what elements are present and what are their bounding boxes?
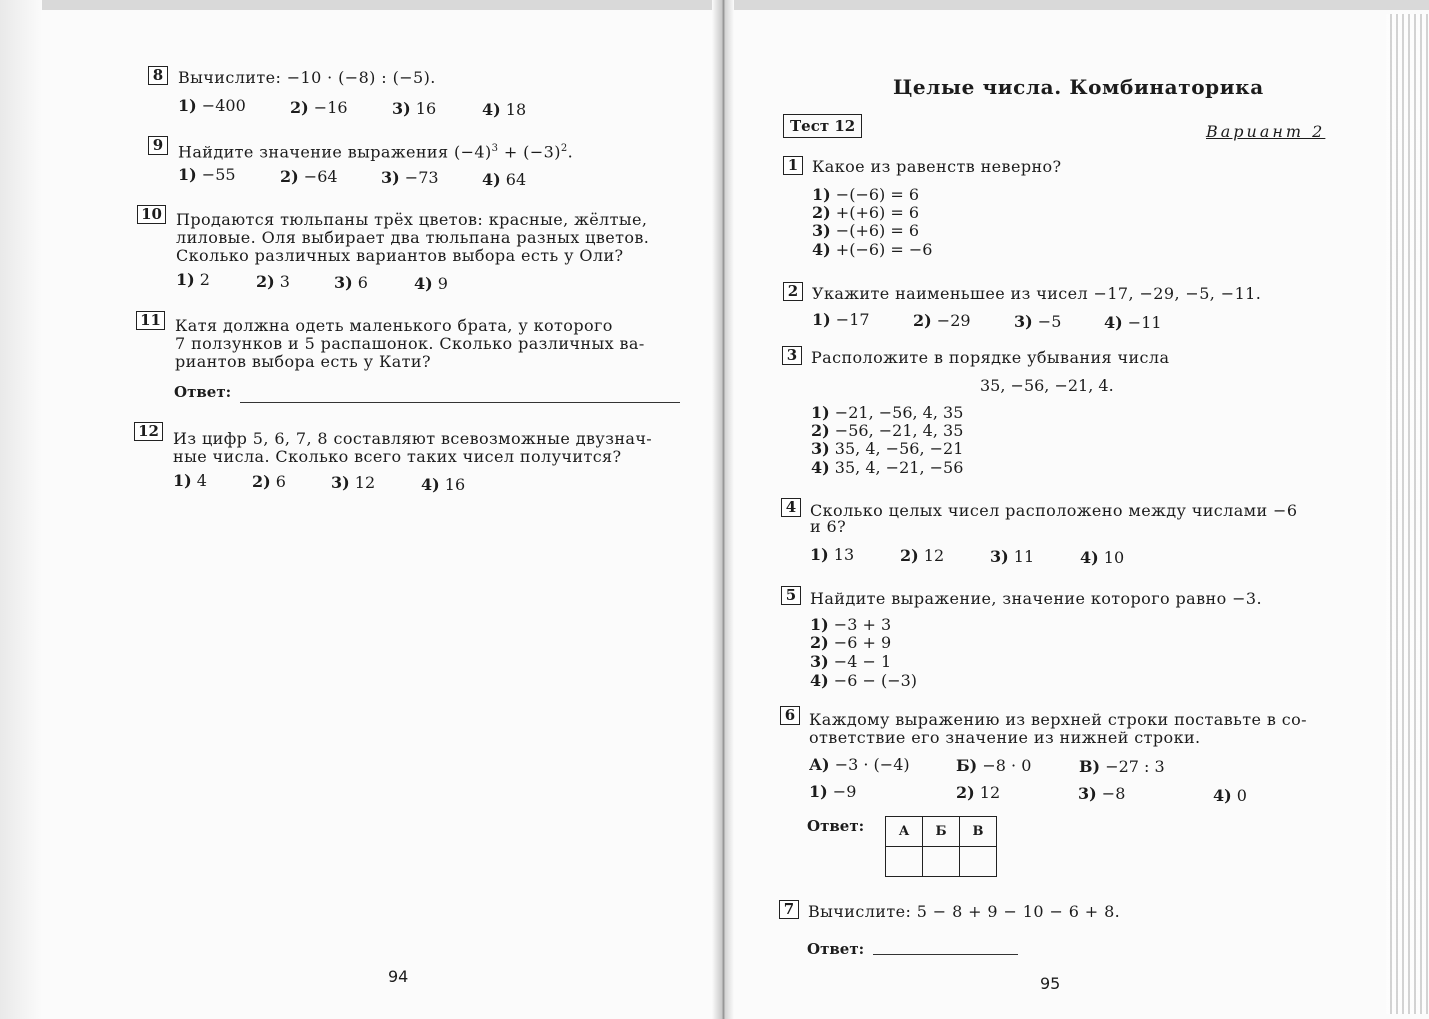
- option-number: 2): [256, 272, 275, 291]
- answer-option: [178, 165, 236, 184]
- match-item: [809, 755, 910, 774]
- answer-option: [290, 98, 348, 117]
- option-value: −(−6) = 6: [835, 185, 920, 204]
- option-value: 11: [1013, 547, 1035, 566]
- match-expression: −3 · (−4): [834, 755, 910, 774]
- option-value: −4 − 1: [833, 652, 892, 671]
- option-value: 64: [505, 170, 527, 189]
- answer-option: [956, 783, 1000, 802]
- question-text: Вычислите: −10 · (−8) : (−5).: [178, 68, 436, 87]
- question-number: 12: [134, 422, 163, 441]
- option-value: −6 − (−3): [833, 671, 918, 690]
- match-letter: А): [809, 755, 830, 774]
- option-number: 3): [811, 439, 830, 458]
- question-text: ответствие его значение из нижней строки.: [809, 728, 1201, 747]
- option-value: −5: [1037, 312, 1062, 331]
- question-text: ные числа. Сколько всего таких чисел получится?: [173, 447, 622, 466]
- option-value: −17: [835, 310, 870, 329]
- option-value: 35, 4, −56, −21: [834, 439, 964, 458]
- answer-option: [1104, 313, 1162, 332]
- option-number: 4): [414, 274, 433, 293]
- option-value: 18: [505, 100, 527, 119]
- answer-option: [252, 472, 286, 491]
- option-number: 3): [381, 168, 400, 187]
- question-text-part: .: [567, 142, 574, 162]
- answer-option: [811, 403, 963, 422]
- option-number: 2): [280, 167, 299, 186]
- page-number: 95: [1040, 974, 1061, 993]
- option-value: 12: [354, 473, 376, 492]
- answer-option: [482, 100, 526, 119]
- answer-table-cell[interactable]: [886, 847, 923, 877]
- option-number: 1): [809, 782, 828, 801]
- option-number: 2): [913, 311, 932, 330]
- option-value: 2: [199, 270, 210, 289]
- answer-label: Ответ:: [807, 940, 865, 958]
- question-text: Сколько целых чисел расположено между числами −6: [810, 501, 1298, 520]
- answer-option: [421, 475, 465, 494]
- answer-option: [381, 168, 439, 187]
- option-number: 1): [810, 615, 829, 634]
- answer-option: [173, 471, 207, 490]
- question-number: 3: [782, 346, 802, 365]
- option-value: 16: [415, 99, 437, 118]
- option-value: 13: [833, 545, 855, 564]
- option-value: 16: [444, 475, 466, 494]
- option-value: 10: [1103, 548, 1125, 567]
- answer-option: [809, 782, 856, 801]
- option-value: 35, 4, −21, −56: [834, 458, 964, 477]
- match-expression: −27 : 3: [1105, 757, 1165, 776]
- option-value: −400: [201, 96, 246, 115]
- page-number: 94: [388, 967, 409, 986]
- option-number: 1): [173, 471, 192, 490]
- answer-option: [913, 311, 971, 330]
- option-value: −3 + 3: [833, 615, 892, 634]
- option-value: 6: [357, 273, 368, 292]
- answer-option: [810, 633, 891, 652]
- answer-option: [812, 221, 919, 240]
- question-number: 1: [783, 156, 803, 175]
- option-value: −6 + 9: [833, 633, 892, 652]
- answer-table-cell[interactable]: [923, 847, 960, 877]
- option-number: 3): [334, 273, 353, 292]
- question-number: 9: [148, 136, 168, 155]
- option-value: −11: [1127, 313, 1162, 332]
- answer-option: [280, 167, 338, 186]
- answer-option: [990, 547, 1034, 566]
- exponent: 2: [560, 143, 568, 154]
- scan-left-edge: [0, 0, 42, 1019]
- option-number: 1): [178, 96, 197, 115]
- page-edges: [1386, 14, 1429, 1014]
- option-number: 4): [1080, 548, 1099, 567]
- option-number: 4): [810, 671, 829, 690]
- option-value: 4: [196, 471, 207, 490]
- match-item: [1079, 757, 1165, 776]
- option-number: 4): [812, 240, 831, 259]
- book-gutter: [712, 0, 734, 1019]
- option-number: 4): [1104, 313, 1123, 332]
- option-number: 2): [956, 783, 975, 802]
- option-value: +(+6) = 6: [835, 203, 920, 222]
- answer-option: [176, 270, 210, 289]
- answer-option: [810, 615, 891, 634]
- match-item: [956, 756, 1031, 775]
- option-number: 1): [812, 310, 831, 329]
- option-value: 3: [279, 272, 290, 291]
- answer-table-header: А: [886, 817, 923, 847]
- answer-option: [812, 310, 870, 329]
- answer-option: [256, 272, 290, 291]
- answer-option: [1078, 784, 1125, 803]
- option-number: 3): [990, 547, 1009, 566]
- answer-option: [810, 545, 854, 564]
- answer-table: [885, 816, 997, 877]
- answer-table-header: Б: [923, 817, 960, 847]
- answer-option: [810, 671, 917, 690]
- answer-label: Ответ:: [807, 817, 865, 835]
- option-value: +(−6) = −6: [835, 240, 933, 259]
- answer-line[interactable]: [240, 402, 680, 403]
- number-sequence: 35, −56, −21, 4.: [980, 376, 1114, 395]
- option-number: 2): [252, 472, 271, 491]
- option-value: 12: [979, 783, 1001, 802]
- option-value: −64: [303, 167, 338, 186]
- question-number: 5: [781, 586, 801, 605]
- question-text: Вычислите: 5 − 8 + 9 − 10 − 6 + 8.: [808, 902, 1121, 921]
- test-label: Тест 12: [783, 114, 862, 138]
- answer-option: [811, 439, 963, 458]
- answer-option: [812, 203, 919, 222]
- option-value: 12: [923, 546, 945, 565]
- answer-option: [812, 185, 919, 204]
- question-text: лиловые. Оля выбирает два тюльпана разных цветов.: [176, 228, 650, 247]
- option-value: −9: [832, 782, 857, 801]
- option-value: −16: [313, 98, 348, 117]
- question-number: 4: [781, 498, 801, 517]
- question-text: Из цифр 5, 6, 7, 8 составляют всевозможные двузнач-: [173, 429, 653, 448]
- option-value: 9: [437, 274, 448, 293]
- question-text: Продаются тюльпаны трёх цветов: красные, жёлтые,: [176, 210, 648, 229]
- question-text: 7 ползунков и 5 распашонок. Сколько различных ва-: [175, 334, 645, 353]
- question-number: 11: [136, 311, 165, 330]
- option-number: 4): [421, 475, 440, 494]
- option-number: 1): [178, 165, 197, 184]
- question-text: риантов выбора есть у Кати?: [175, 352, 431, 371]
- option-number: 3): [810, 652, 829, 671]
- answer-option: [178, 96, 246, 115]
- answer-option: [811, 421, 963, 440]
- option-value: −55: [201, 165, 236, 184]
- option-number: 3): [1078, 784, 1097, 803]
- option-number: 1): [812, 185, 831, 204]
- answer-option: [482, 170, 526, 189]
- answer-option: [812, 240, 932, 259]
- answer-option: [1014, 312, 1061, 331]
- option-value: −8: [1101, 784, 1126, 803]
- answer-option: [392, 99, 436, 118]
- option-number: 1): [176, 270, 195, 289]
- question-text-part: Найдите значение выражения (−4): [178, 142, 492, 162]
- option-number: 2): [810, 633, 829, 652]
- option-number: 2): [900, 546, 919, 565]
- answer-table-header: В: [960, 817, 997, 847]
- question-text: Расположите в порядке убывания числа: [811, 348, 1170, 367]
- option-number: 3): [331, 473, 350, 492]
- match-letter: В): [1079, 757, 1101, 776]
- question-text: Катя должна одеть маленького брата, у которого: [175, 316, 613, 335]
- question-text: Найдите выражение, значение которого равно −3.: [810, 589, 1262, 608]
- answer-label: Ответ:: [174, 383, 232, 401]
- option-number: 2): [812, 203, 831, 222]
- answer-option: [900, 546, 944, 565]
- answer-option: [414, 274, 448, 293]
- question-text: Сколько различных вариантов выбора есть у Оли?: [176, 246, 624, 265]
- question-number: 7: [779, 900, 799, 919]
- option-number: 4): [811, 458, 830, 477]
- question-text: [178, 140, 573, 161]
- answer-option: [334, 273, 368, 292]
- option-value: −29: [936, 311, 971, 330]
- option-number: 3): [1014, 312, 1033, 331]
- option-value: −56, −21, 4, 35: [834, 421, 964, 440]
- question-number: 10: [137, 205, 166, 224]
- option-value: −(+6) = 6: [835, 221, 920, 240]
- question-text-part: + (−3): [498, 142, 561, 162]
- answer-line[interactable]: [873, 954, 1018, 955]
- option-value: −73: [404, 168, 439, 187]
- option-number: 4): [1213, 786, 1232, 805]
- match-letter: Б): [956, 756, 978, 775]
- option-number: 2): [290, 98, 309, 117]
- option-number: 3): [812, 221, 831, 240]
- option-value: −21, −56, 4, 35: [834, 403, 964, 422]
- answer-option: [1080, 548, 1124, 567]
- question-number: 8: [148, 66, 168, 85]
- exponent: 3: [491, 143, 499, 154]
- option-number: 4): [482, 100, 501, 119]
- option-value: 0: [1236, 786, 1247, 805]
- question-text: Укажите наименьшее из чисел −17, −29, −5, −11.: [812, 284, 1262, 303]
- answer-option: [1213, 786, 1247, 805]
- answer-option: [331, 473, 375, 492]
- question-number: 6: [780, 706, 800, 725]
- question-text: Какое из равенств неверно?: [812, 157, 1062, 176]
- match-expression: −8 · 0: [982, 756, 1032, 775]
- answer-option: [811, 458, 963, 477]
- option-number: 3): [392, 99, 411, 118]
- question-text: и 6?: [810, 517, 847, 536]
- option-number: 2): [811, 421, 830, 440]
- option-number: 1): [811, 403, 830, 422]
- option-number: 1): [810, 545, 829, 564]
- answer-option: [810, 652, 891, 671]
- question-text: Каждому выражению из верхней строки поставьте в со-: [809, 710, 1307, 729]
- page-title: Целые числа. Комбинаторика: [893, 75, 1264, 99]
- answer-table-cell[interactable]: [960, 847, 997, 877]
- option-value: 6: [275, 472, 286, 491]
- option-number: 4): [482, 170, 501, 189]
- question-number: 2: [783, 282, 803, 301]
- variant-label: Вариант 2: [1206, 122, 1326, 141]
